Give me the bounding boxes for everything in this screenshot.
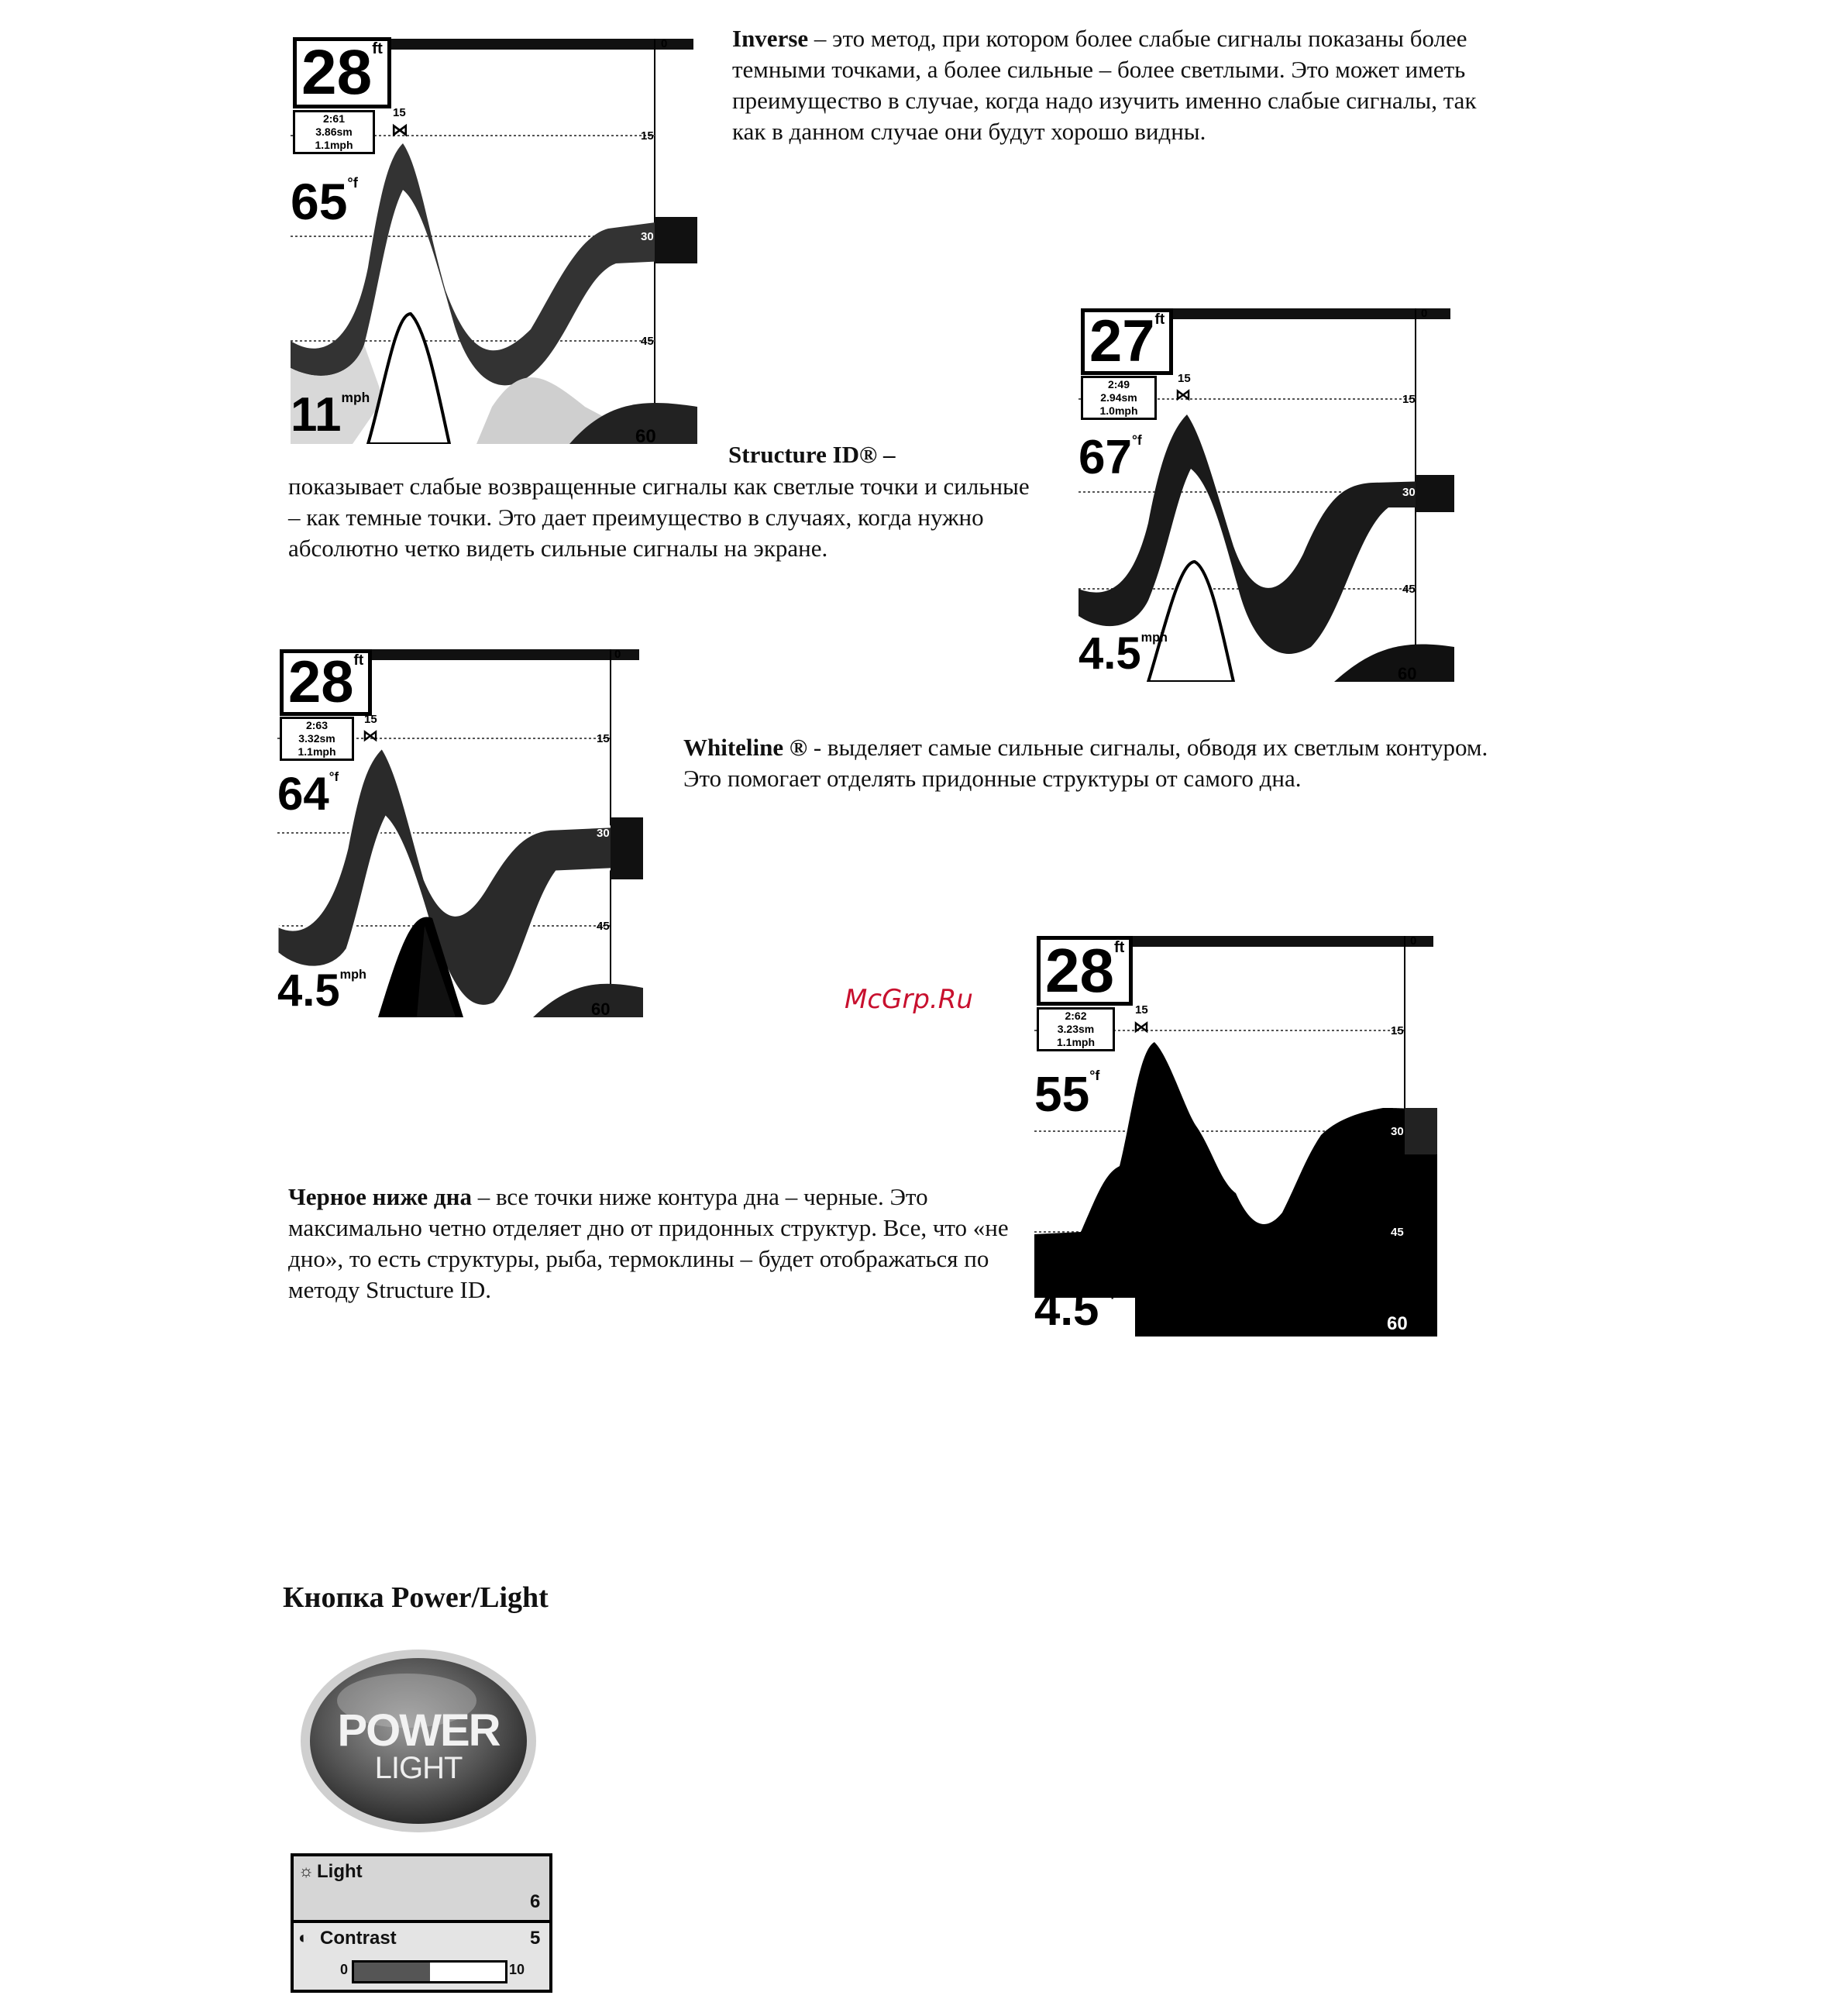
inverse-text: – это метод, при котором более слабые сигналы показаны более темными точками, а более сильные – более светлыми. Это может иметь преимущество в случае, когда надо изучить именно слабые сигналы, так как в данном случае они будут хорошо видны. (732, 25, 1477, 145)
whiteline-paragraph (683, 732, 1528, 794)
watermark: McGrp.Ru (845, 984, 973, 1015)
light-logo-text: LIGHT (374, 1751, 463, 1785)
depth-scale-45: 45 (641, 335, 654, 348)
contrast-slider[interactable] (352, 1960, 507, 1983)
fish-icon: ⋈ (1175, 387, 1191, 404)
whiteline-text: - выделяет самые сильные сигналы, обводя их светлым контуром. Это помогает отделять придонные структуры от самого дна. (683, 734, 1488, 792)
contrast-row[interactable] (294, 1923, 549, 1990)
inverse-term: Inverse (732, 25, 809, 52)
depth-scale-0: 0 (614, 648, 621, 661)
contrast-value: 5 (530, 1928, 541, 1949)
temperature-readout: $65^{^\circ f}$ (291, 173, 358, 230)
depth-scale-45: 45 (1402, 583, 1416, 596)
depth-scale-30: 30 (597, 827, 610, 840)
depth-readout: $28^{ft}$ (280, 649, 372, 716)
fish-info-box: 2:62 3.23sm 1.1mph (1037, 1007, 1115, 1051)
light-contrast-menu (291, 1853, 552, 1993)
temperature-readout: $64^{^\circ f}$ (277, 768, 339, 820)
structure-heading: Structure ID® – (728, 441, 896, 468)
depth-scale-45: 45 (1391, 1226, 1404, 1239)
light-row[interactable] (294, 1856, 549, 1923)
depth-readout: $28^{ft}$ (293, 37, 391, 108)
depth-scale-30: 30 (641, 230, 654, 243)
depth-scale-60: 60 (591, 999, 611, 1017)
sonar-screen-whiteline (277, 647, 643, 1017)
depth-scale-15: 15 (1391, 1024, 1404, 1037)
depth-scale-15: 15 (1402, 393, 1416, 406)
contrast-label: Contrast (320, 1928, 397, 1949)
sonar-screen-black-below-bottom (1034, 934, 1437, 1337)
structure-term: Structure ID® (728, 441, 878, 468)
temperature-readout: $55^{^\circ f}$ (1034, 1066, 1100, 1122)
speed-readout: $4.5^{mph}$ (277, 965, 366, 1016)
fish-info-box: 2:49 2.94sm 1.0mph (1081, 376, 1157, 420)
depth-readout: $28^{ft}$ (1037, 936, 1133, 1006)
fish-depth-label: 15 (393, 106, 406, 119)
fish-depth-label: 15 (1178, 372, 1191, 385)
fish-icon: ⋈ (1134, 1019, 1149, 1036)
depth-scale-30: 30 (1402, 486, 1416, 499)
black-paragraph (288, 1182, 1009, 1306)
black-text: – все точки ниже контура дна – черные. Это максимально четно отделяет дно от придонных структур. Все, что «не дно», то есть структуры, рыба, термоклины – будет отображаться по методу Structure ID. (288, 1183, 1009, 1303)
sonar-screen-inverse (291, 35, 697, 444)
depth-scale-60: 60 (635, 426, 656, 444)
power-light-button[interactable] (298, 1646, 538, 1836)
fish-depth-label: 15 (1135, 1003, 1148, 1017)
speed-readout: $4.5^{mph}$ (1079, 628, 1168, 679)
light-value: 6 (530, 1891, 541, 1912)
sonar-screen-structure-id (1079, 306, 1454, 682)
fish-depth-label: 15 (364, 713, 377, 726)
fish-info-box: 2:63 3.32sm 1.1mph (280, 717, 354, 761)
contrast-min: 0 (340, 1962, 349, 1977)
speed-readout: $4.5^{mph}$ (1034, 1283, 1127, 1335)
power-light-heading: Кнопка Power/Light (283, 1581, 549, 1614)
structure-paragraph: показывает слабые возвращенные сигналы как светлые точки и сильные – как темные точки. Это дает преимущество в случаях, когда нужно абсолютно четко видеть сильные сигналы на экране. (288, 473, 1030, 562)
depth-scale-15: 15 (641, 129, 654, 143)
contrast-max: 10 (509, 1962, 525, 1977)
speed-readout: $11^{mph}$ (291, 388, 370, 442)
depth-scale-0: 0 (1410, 934, 1417, 948)
depth-scale-45: 45 (597, 920, 610, 933)
depth-scale-0: 0 (661, 37, 668, 50)
whiteline-term: Whiteline ® (683, 734, 808, 761)
inverse-paragraph (732, 23, 1507, 147)
temperature-readout: $67^{^\circ f}$ (1079, 431, 1142, 484)
depth-scale-60: 60 (1387, 1313, 1408, 1334)
sun-icon: ☼ (298, 1861, 315, 1880)
depth-scale-60: 60 (1398, 664, 1417, 682)
depth-readout: $27^{ft}$ (1081, 308, 1173, 375)
fish-icon: ⋈ (391, 120, 408, 139)
contrast-icon: ◐ (298, 1928, 309, 1947)
depth-scale-30: 30 (1391, 1125, 1404, 1138)
black-term: Черное ниже дна (288, 1183, 472, 1210)
contrast-slider-fill (354, 1963, 430, 1981)
depth-scale-0: 0 (1421, 307, 1428, 320)
depth-scale-15: 15 (597, 732, 610, 745)
light-label: Light (317, 1861, 363, 1882)
power-logo-text: POWER (337, 1705, 500, 1756)
fish-info-box: 2:61 3.86sm 1.1mph (293, 110, 375, 154)
fish-icon: ⋈ (363, 728, 378, 745)
